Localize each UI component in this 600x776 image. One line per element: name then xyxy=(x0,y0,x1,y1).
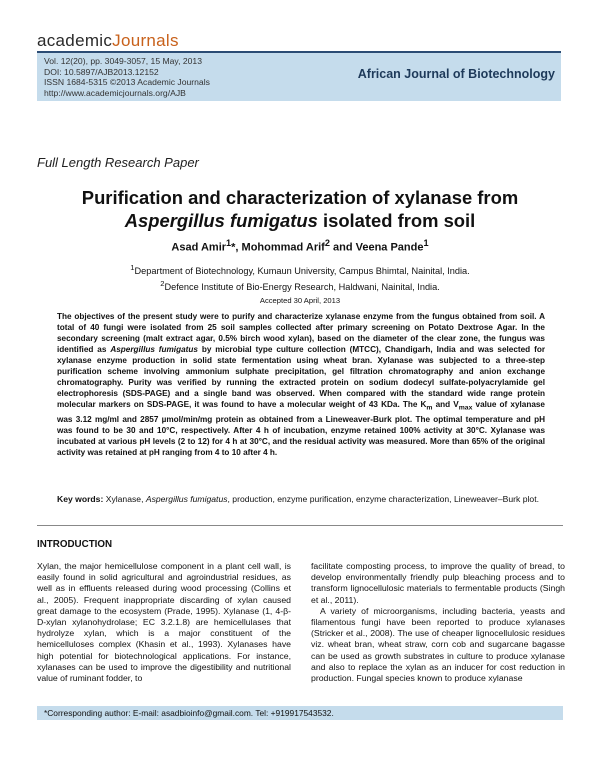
abstract-text-1: The objectives of the present study were to purify and characterize xylanase enzyme from the fungus obtained from soil. A total of 40 fungi were isolated from 25 soil samples collected after primary screening on Potato Dextrose Agar. In the secondary screening (malt extract agar, 0.5% birch wood xylan), based on the diameter of the clear zone, the fungus was identified as xyxy=(57,312,545,354)
keywords-label: Key words: xyxy=(57,494,104,504)
title-line-1: Purification and characterization of xylanase from xyxy=(81,187,519,208)
intro-column-right xyxy=(311,561,565,684)
title-tail: isolated from soil xyxy=(317,210,476,231)
affiliations xyxy=(37,262,563,293)
intro-paragraph: A variety of microorganisms, including bacteria, yeasts and filamentous fungi have been reported to produce xylanases (Stricker et al., 2008). The use of cheaper lignocellulosic residues viz. wheat bran, wheat straw, corn cob and sugarcane bagasse can be used as growth substrates in culture to produce xylanase and also to replace the xylan as an inducer for cost reduction in production. Fungal species known to produce xylanase xyxy=(311,605,565,684)
meta-issn: ISSN 1684-5315 ©2013 Academic Journals xyxy=(44,77,210,88)
author-separator: and xyxy=(329,241,356,254)
keywords-pre: Xylanase, xyxy=(103,494,146,504)
author-separator: , xyxy=(235,241,242,254)
author-name: Veena Pande xyxy=(355,241,424,254)
journal-meta xyxy=(44,56,210,98)
abstract-text-4: value of xylanase was 3.12 mg/ml and 2857 µmol/min/mg protein as obtained from a Lineweaver-Burk plot. The optimal temperature and pH was found to be 30 and 10°C, respectively. After 4 h of incubation, enzyme retained 100% activity at 30°C. Xylanase was incubated at various pH levels (2 to 12) for 4 h at 30°C, and the residual activity was measured. More than 65% of the original activity was retained at pH ranging from 4 to 10 after 4 h. xyxy=(57,400,545,457)
author-corresponding-mark: * xyxy=(231,241,236,254)
author-name: Mohommad Arif xyxy=(241,241,325,254)
keywords-species: Aspergillus fumigatus xyxy=(145,494,228,504)
title-species: Aspergillus fumigatus xyxy=(124,210,318,231)
keywords-post: , production, enzyme purification, enzyme characterization, Lineweaver–Burk plot. xyxy=(227,494,539,504)
author-name: Asad Amir xyxy=(171,241,227,254)
journal-name: African Journal of Biotechnology xyxy=(357,67,555,81)
abstract xyxy=(57,311,545,458)
km-subscript: m xyxy=(426,404,433,412)
title-line-2 xyxy=(37,209,563,232)
affiliation-text: Defence Institute of Bio-Energy Research, Haldwani, Nainital, India. xyxy=(164,281,440,292)
affiliation-sup: 2 xyxy=(160,278,165,288)
publisher-logo xyxy=(37,31,179,51)
paper-title xyxy=(37,186,563,232)
abstract-species: Aspergillus fumigatus xyxy=(110,345,198,354)
abstract-text-3: and V xyxy=(432,400,459,409)
vmax-subscript: max xyxy=(458,404,473,412)
affiliation-2 xyxy=(37,278,563,294)
section-divider xyxy=(37,525,563,526)
intro-column-left xyxy=(37,561,291,684)
intro-paragraph: facilitate composting process, to improve the quality of bread, to develop environmentally friendly pulp bleaching process and to transform lignocellulosic materials to fermentable products (Singh et al., 2011). xyxy=(311,561,565,605)
logo-prefix: academic xyxy=(37,31,113,50)
corresponding-author-footnote: *Corresponding author: E-mail: asadbioinfo@gmail.com. Tel: +919917543532. xyxy=(44,708,334,718)
affiliation-sup: 1 xyxy=(130,263,135,272)
introduction-heading: INTRODUCTION xyxy=(37,539,113,550)
accepted-date: Accepted 30 April, 2013 xyxy=(259,296,341,305)
meta-doi: DOI: 10.5897/AJB2013.12152 xyxy=(44,66,159,77)
author-list xyxy=(37,238,563,254)
logo-suffix: Journals xyxy=(112,31,179,50)
abstract-text-2: by microbial type culture collection (MTCC), Chandigarh, India and was selected for xylanase enzyme production in solid state fermentation using wheat bran. Xylanase was subjected to a three-step purification scheme involving ammonium sulphate precipitation, gel filtration chromatography and anion exchange chromatography. Purity was verified by running the extracted protein on sodium dodecyl sulfate-polyacrylamide gel electrophoresis (SDS-PAGE) and a single band was observed. When compared with the standard wide range protein molecular markers on SDS-PAGE, it was found to have a molecular weight of 43 KDa. The K xyxy=(57,345,546,409)
affiliation-1 xyxy=(37,262,563,278)
keywords xyxy=(57,494,545,505)
author-affil-sup: 2 xyxy=(324,238,330,248)
affiliation-text: Department of Biotechnology, Kumaun University, Campus Bhimtal, Nainital, India. xyxy=(134,266,470,277)
author-affil-sup: 1 xyxy=(423,238,429,248)
paper-type: Full Length Research Paper xyxy=(37,155,199,170)
meta-volume: Vol. 12(20), pp. 3049-3057, 15 May, 2013 xyxy=(44,56,202,66)
meta-url[interactable]: http://www.academicjournals.org/AJB xyxy=(44,87,186,98)
intro-paragraph: Xylan, the major hemicellulose component in a plant cell wall, is easily found in solid agricultural and agroindustrial residues, as well as in effluents released during wood processing (Collins et al., 2005). Frequent inappropriate discarding of xylan caused great damage to the ecosystem (Prade, 1995). Xylanase (1, 4-β-D-xylan xylanohydrolase; EC 3.2.1.8) are hemicellulases that hydrolyze xylan, which is a major constituent of the hemicelluloses complex (Khasin et al., 1993). Xylanases have high potential for biotechnological applications. For instance, xylanases can be used to improve the digestibility and nutritional value of ruminant fodder, to xyxy=(37,561,291,684)
author-affil-sup: 1 xyxy=(226,238,232,248)
